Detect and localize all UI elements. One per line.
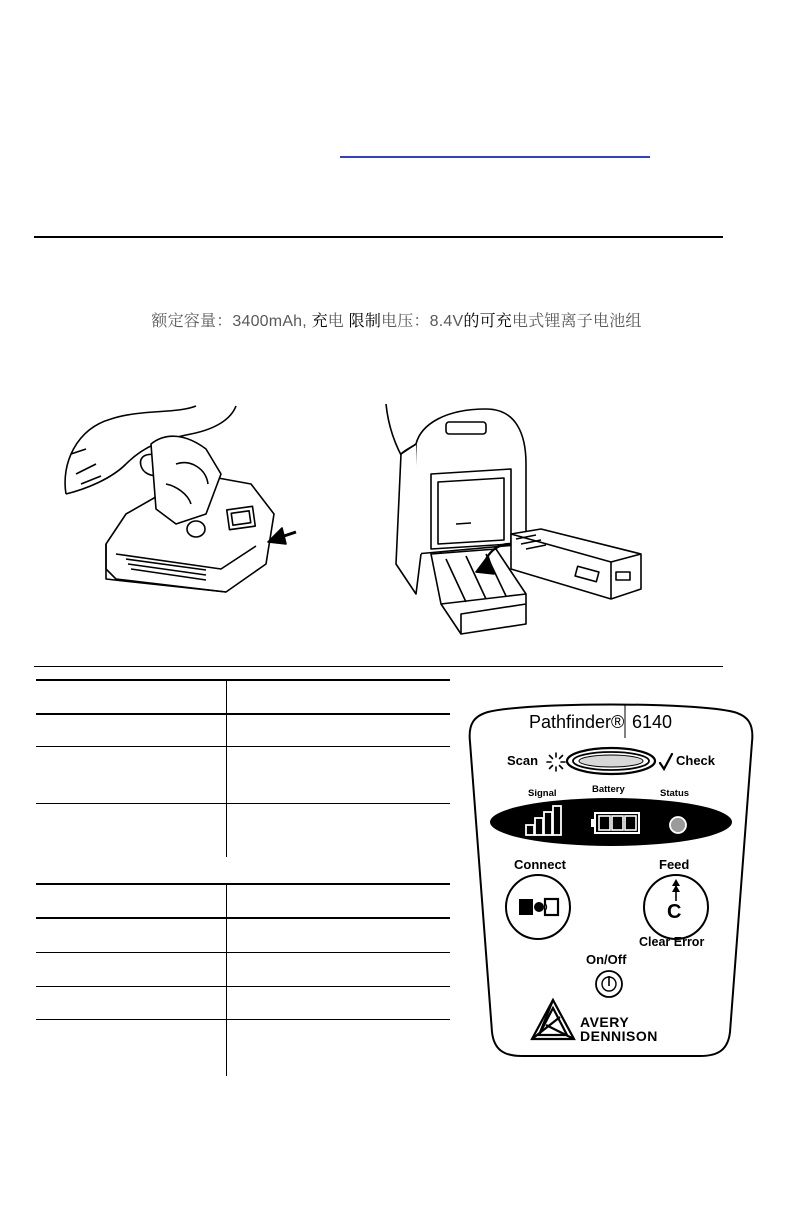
table-two-column-divider [226, 883, 227, 1076]
table-two [36, 883, 450, 1078]
feed-label: Feed [659, 857, 690, 872]
check-label: Check [676, 753, 716, 768]
logo-text [580, 1015, 658, 1043]
spec-limit-bold: 限制 [348, 313, 382, 330]
spec-electric: 电 [327, 313, 344, 330]
section-divider-middle [34, 666, 723, 667]
feed-clear-button[interactable]: C [667, 901, 682, 923]
table-one-row-rule [36, 746, 450, 747]
scan-burst-icon [546, 752, 566, 772]
status-label: Status [660, 788, 690, 799]
battery-latch-illustration [56, 404, 316, 594]
table-two-top-rule [36, 883, 450, 885]
connect-label: Connect [514, 857, 566, 872]
spec-voltage: 电压：8.4V [381, 313, 464, 330]
on-off-label: On/Off [586, 952, 627, 967]
spec-capacity: 额定容量：3400mAh, [151, 313, 307, 330]
signal-icon [524, 805, 564, 837]
connect-button[interactable] [518, 896, 560, 918]
spec-rechargeable-bold: 的可充 [463, 313, 512, 330]
table-one [36, 679, 450, 859]
table-one-top-rule [36, 679, 450, 681]
table-two-row-rule [36, 952, 450, 953]
signal-label: Signal [528, 788, 557, 799]
status-light-icon [668, 815, 688, 835]
table-one-row-rule [36, 803, 450, 804]
battery-label: Battery [592, 784, 625, 795]
control-panel [468, 702, 754, 1058]
logo-line-dennison: DENNISON [580, 1028, 658, 1044]
spec-charge-bold: 充 [311, 313, 328, 330]
battery-insert-illustration [376, 404, 676, 636]
table-two-row-rule [36, 986, 450, 987]
table-one-column-divider [226, 679, 227, 857]
panel-brand: Pathfinder® [529, 712, 625, 732]
spec-battery-pack: 电式锂离子电池组 [512, 313, 642, 330]
panel-model: 6140 [632, 712, 673, 732]
scan-label: Scan [507, 753, 539, 768]
section-divider-top [34, 236, 723, 238]
link-underline[interactable] [340, 156, 650, 158]
clear-error-label: Clear Error [639, 935, 705, 949]
battery-icon [590, 812, 642, 834]
table-two-header-rule [36, 917, 450, 919]
check-mark-icon [658, 753, 674, 771]
avery-dennison-logo-icon [530, 997, 576, 1043]
table-two-row-rule [36, 1019, 450, 1020]
feed-arrow-icon [669, 878, 683, 902]
table-one-header-rule [36, 713, 450, 715]
power-button[interactable] [595, 970, 623, 998]
logo-line-avery: AVERY [580, 1014, 630, 1030]
battery-spec-line [0, 308, 793, 331]
